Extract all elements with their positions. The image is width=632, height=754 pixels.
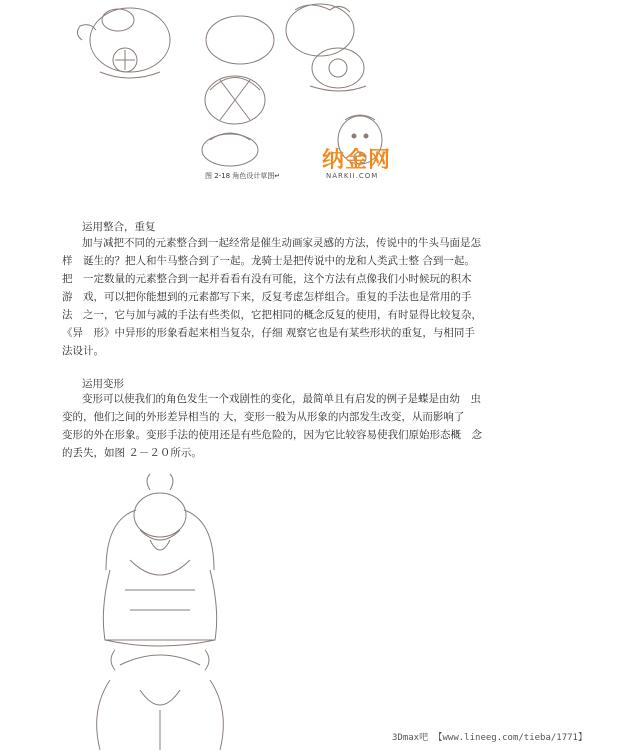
body-line: 加与减把不同的元素整合到一起经常是催生动画家灵感的方法，传说中的牛头马面是怎 — [82, 237, 481, 249]
body-line: 法 之一，它与加与减的手法有些类似，它把相同的概念反复的使用，有时显得比较复杂， — [62, 309, 482, 321]
narkii-logo — [322, 150, 392, 190]
section-body-integration — [62, 234, 482, 360]
body-line: 的丢失，如图 ２－２０所示。 — [62, 447, 202, 459]
body-line: 法设计。 — [62, 345, 104, 357]
section-heading-transformation: 运用变形 — [82, 378, 124, 390]
body-line: 变的，他们之间的外形差异相当的 大，变形一般为从形象的内部发生改变，从而影响了 — [62, 411, 465, 423]
transformation-sketch-figure — [70, 470, 250, 750]
body-line: 变形的外在形象。变形手法的使用还是有些危险的，因为它比较容易使我们原始形态概 念 — [62, 429, 482, 441]
logo-main-text: 纳金网 — [322, 148, 392, 173]
logo-sub-text: NARKII.COM — [326, 172, 379, 180]
transformation-sketch-drawing — [70, 470, 250, 750]
body-line: 样 诞生的？把人和牛马整合到了一起。龙骑士是把传说中的龙和人类武士整 合到一起。 — [62, 255, 475, 267]
figure-caption: 图 2-18 角色设计草图↵ — [205, 172, 281, 180]
body-line: 变形可以使我们的角色发生一个戏剧性的变化，最简单且有启发的例子是蝶是由幼 虫 — [82, 393, 481, 405]
body-line: 《异 形》中异形的形象看起来相当复杂，仔细 观察它也是有某些形状的重复，与相同手 — [62, 327, 475, 339]
section-heading-integration: 运用整合，重复 — [82, 221, 156, 233]
forum-watermark: 3Dmax吧 【www.lineeg.com/tieba/1771】 — [392, 733, 587, 743]
body-line: 游 戏，可以把你能想到的元素都写下来，反复考虑怎样组合。重复的手法也是常用的手 — [62, 291, 472, 303]
section-body-transformation — [62, 390, 482, 462]
body-line: 把 一定数量的元素整合到一起并看看有没有可能，这个方法有点像我们小时候玩的积木 — [62, 273, 472, 285]
